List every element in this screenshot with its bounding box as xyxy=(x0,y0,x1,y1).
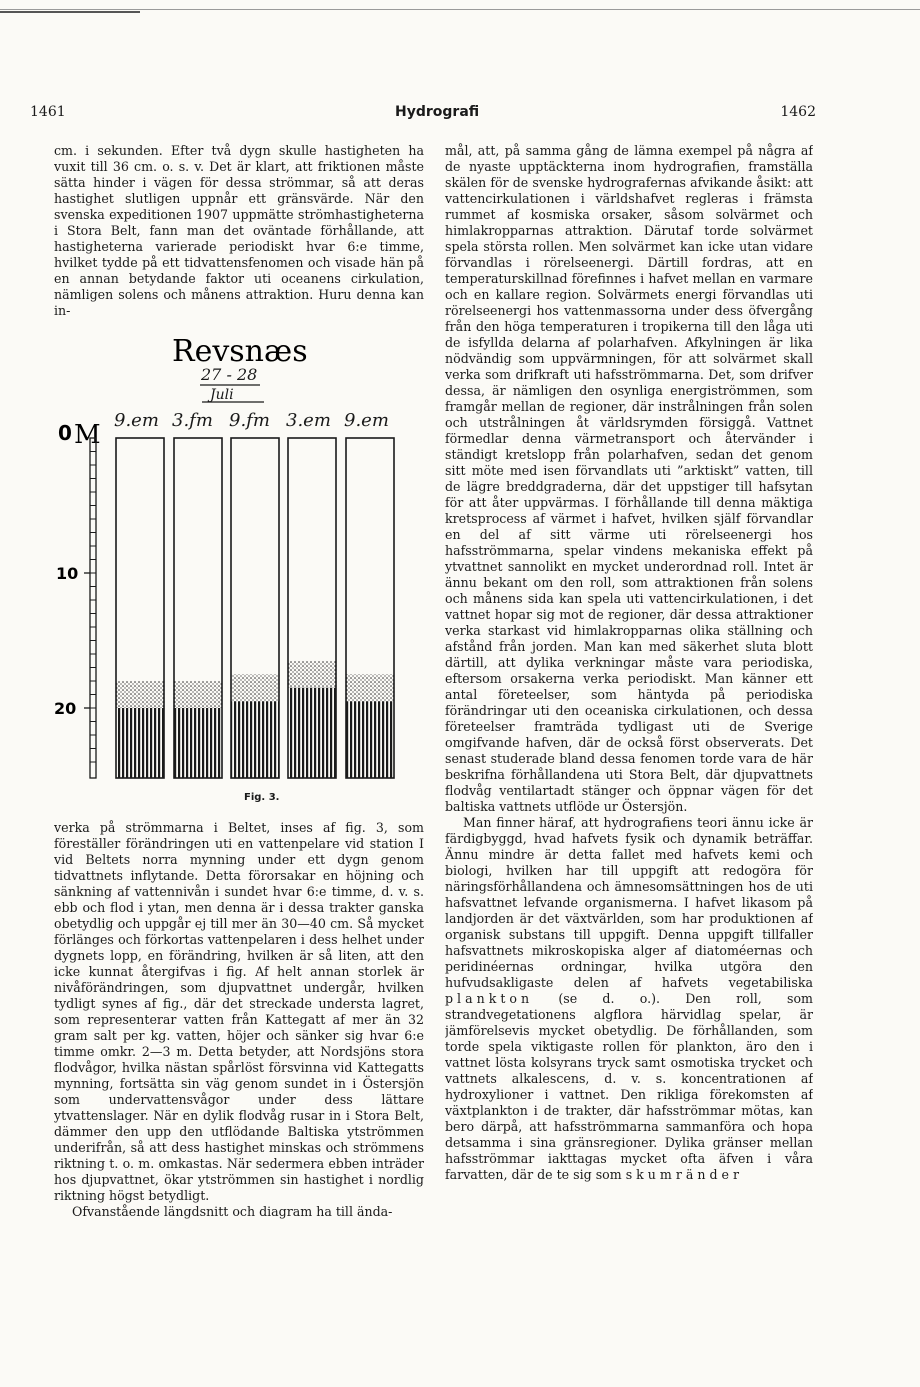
paragraph: Ofvanstående längdsnitt och diagram ha till ända- xyxy=(72,1204,393,1219)
figure-date: 27 - 28 xyxy=(201,365,258,384)
depth-label-20: 20 xyxy=(54,699,77,718)
top-rule xyxy=(0,9,920,10)
depth-ruler xyxy=(90,438,96,778)
left-column-bottom xyxy=(54,820,424,1290)
figure-title: Revsnæs xyxy=(172,334,308,369)
term-skumrander: skumränder xyxy=(625,1167,744,1182)
top-rule-mark xyxy=(0,11,140,13)
paragraph: cm. i sekunden. Efter två dygn skulle hastigheten ha vuxit till 36 cm. o. s. v. Det är klart, att friktionen måste sätta hinder i vägen för dessa strömmar, så att deras hastighet slutligen uppnår ett gränsvärde. När den svenska expeditionen 1907 uppmätte strömhastigheterna i Stora Belt, fann man det oväntade förhållande, att hastigheterna varierade periodiskt hvar 6:e timme, hvilket tydde på ett tidvattensfenomen och visade hän på en annan betydande faktor uti oceanens cirkulation, nämligen solens och månens attraktion. Huru denna kan in- xyxy=(54,143,424,318)
water-column-diagram xyxy=(50,333,430,793)
deep-water-layer xyxy=(174,708,222,778)
mixed-layer xyxy=(231,674,279,701)
text-run: (se d. o.). Den roll, som strandvegetationens algflora härvidlag spelar, är jämförelsevis mycket obetydlig. De förhållanden, som torde spela viktigaste rollen för plankton, äro den i vattnet lösta kolsyrans tryck samt osmotiska trycket och vattnets alkalescens, d. v. s. koncentrationen af hydroxylioner i vattnet. Den rikliga förekomsten af växtplankton i de trakter, där hafsströmmar mötas, kan bero därpå, att hafsströmmarna sammanföra och hopa detsamma i sina gränsregioner. Dylika gränser mellan hafsströmmar iakttagas mycket ofta äfven i våra farvatten, där de te sig som xyxy=(445,991,813,1182)
column-label: 3.fm xyxy=(172,410,213,431)
page-number-right: 1462 xyxy=(780,104,816,120)
paragraph: mål, att, på samma gång de lämna exempel på några af de nyaste upptäckterna inom hydrografien, framställa skälen för de svenske hydrografernas afvikande åsikt: att vattencirkulationen i världshafvet regleras i främsta rummet af kosmiska orsaker, såsom solvärmet och himlakropparnas attraktion. Därutaf torde solvärmet spela största rollen. Men solvärmet kan icke utan vidare förvandlas i rörelseenergi. Därtill fordras, att en temperaturskillnad förefinnes i hafvet mellan en varmare och en kallare region. Solvärmets energi förvandlas uti rörelseenergi hos vattenmassorna under dess öfvergång från den höga temperaturen i tropikerna till den låga uti de isfyllda delarna af polarhafven. Afkylningen är lika nödvändig som uppvärmningen, för att solvärmet skall verka som drifkraft uti hafsströmmarna. Det, som drifver dessa, är nämligen den osynliga energiströmmen, som framgår mellan de regioner, där instrålningen från solen och utstrålningen åt världsrymden försiggå. Vattnet förmedlar denna värmetransport och återvänder i ständigt kretslopp från polarhafven, sedan det genom sitt möte med isen förvandlats uti ”arktiskt” vatten, till de lägre breddgraderna, där det uppstiger till hafsytan för att åter uppvärmas. I förhållande till denna mäktiga kretsprocess af värmet i hafvet, hvilken själf förvandlar en del af sitt värme uti rörelseenergi hos hafsströmmarna, spelar vindens mekaniska effekt på ytvattnet sannolikt en mycket underordnad roll. Intet är ännu bekant om den roll, som attraktionen från solens och månens sida kan spela uti vattencirkulationen, i det vattnet hopar sig mot de regioner, där dessa attraktioner verka starkast vid himlakropparnas olika ställning och afstånd från jorden. Man kan med säkerhet sluta blott därtill, att dylika verkningar måste vara periodiska, eftersom orsakerna verka periodiskt. Man känner ett antal företeelser, som häntyda på periodiska förändringar uti den oceaniska cirkulationen, och dessa företeelser framträda tydligast uti de Sverige omgifvande hafven, där de också först observerats. Det senast studerade bland dessa fenomen torde vara de här beskrifna förhållandena uti Stora Belt, där djupvattnets flodvåg ventilartadt stänger och öppnar vägen för det baltiska vattnets utflöde ur Östersjön. xyxy=(445,143,813,814)
page-number-left: 1461 xyxy=(30,104,66,120)
mixed-layer xyxy=(288,661,336,688)
left-column-top xyxy=(54,143,424,337)
figure xyxy=(50,333,430,811)
mixed-layer xyxy=(346,674,394,701)
mixed-layer xyxy=(116,681,164,708)
column-label: 9.fm xyxy=(229,410,270,431)
column-label: 3.em xyxy=(286,410,331,431)
unit-label: M xyxy=(74,420,101,450)
paragraph xyxy=(445,815,813,1183)
depth-label-0: 0 xyxy=(58,421,72,445)
running-title: Hydrografi xyxy=(395,104,480,120)
paragraph: verka på strömmarna i Beltet, inses af fig. 3, som föreställer förändringen uti en vattenpelare vid station I vid Beltets norra mynning under ett dygn genom tidvattnets inflytande. Detta förorsakar en höjning och sänkning af vattennivån i sundet hvar 6:e timme, d. v. s. ebb och flod i ytan, men denna är i dessa trakter ganska obetydlig och uppgår ej till mer än 30—40 cm. Så mycket förlänges och förkortas vattenpelaren i dess helhet under dygnets lopp, en förändring, hvilken är så liten, att den icke kunnat återgifvas i fig. Af helt annan storlek är nivåförändringen, som djupvattnet undergår, hvilken tydligt synes af fig., där det streckade understa lagret, som representerar vatten från Kattegatt af mer än 32 gram salt per kg. vatten, höjer och sänker sig hvar 6:e timme omkr. 2—3 m. Detta betyder, att Nordsjöns stora flodvågor, hvilka nästan spårlöst försvinna vid Kattegatts mynning, fortsätta sin väg genom sundet in i Östersjön som undervattensvågor under dess lättare ytvattenslager. När en dylik flodvåg rusar in i Stora Belt, dämmer den upp den utflödande Baltiska ytströmmen underifrån, så att dess hastighet minskas och strömmens riktning t. o. m. omkastas. När sedermera ebben inträder hos djupvattnet, ökar ytströmmen sin hastighet i nordlig riktning högst betydligt. xyxy=(54,820,424,1203)
term-plankton: plankton xyxy=(445,991,534,1006)
figure-caption: Fig. 3. xyxy=(244,792,280,803)
depth-label-10: 10 xyxy=(56,564,79,583)
figure-month: Juli xyxy=(210,387,234,403)
column-label: 9.em xyxy=(344,410,389,431)
mixed-layer xyxy=(174,681,222,708)
deep-water-layer xyxy=(346,701,394,778)
right-column xyxy=(445,143,813,1290)
column-label: 9.em xyxy=(114,410,159,431)
text-run: Man finner häraf, att hydrografiens teori ännu icke är färdigbyggd, hvad hafvets fysik och dynamik beträffar. Ännu mindre är detta fallet med hafvets kemi och biologi, hvilken har till uppgift att redogöra för näringsförhållandena och ämnesomsättningen hos de uti hafsvattnet lefvande organismerna. I hafvet likasom på landjorden är det växtvärlden, som har produktionen af organisk substans till uppgift. Denna uppgift tillfaller hafsvattnets mikroskopiska alger af diatoméernas och peridinéernas ordningar, hvilka utgöra den hufvudsakligaste delen af hafvets vegetabiliska xyxy=(445,815,813,990)
deep-water-layer xyxy=(231,701,279,778)
deep-water-layer xyxy=(116,708,164,778)
deep-water-layer xyxy=(288,688,336,778)
